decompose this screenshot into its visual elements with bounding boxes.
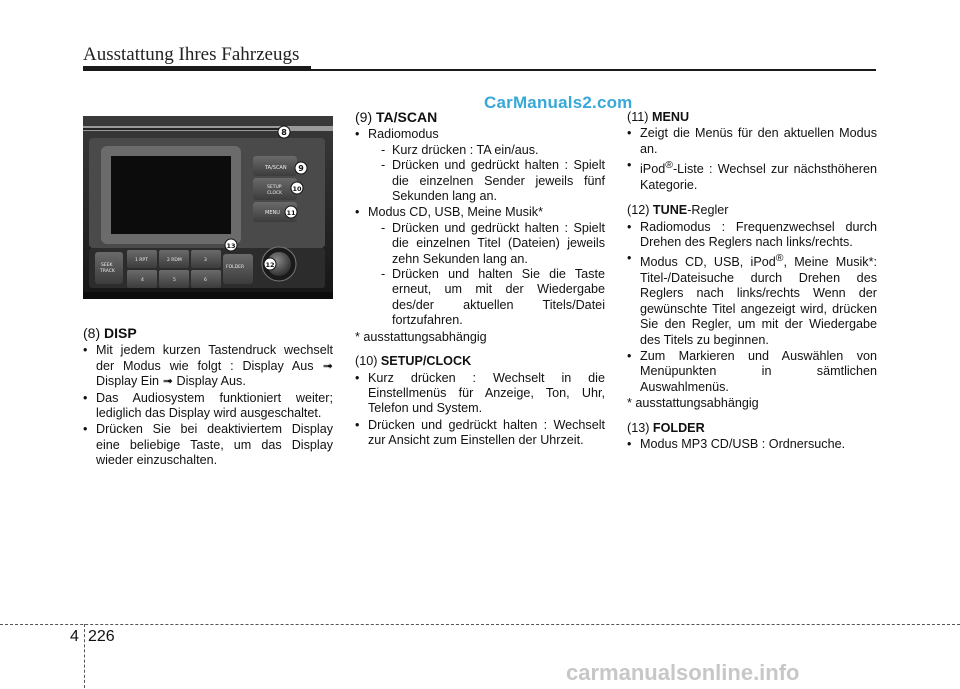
svg-text:1 RPT: 1 RPT <box>135 258 148 263</box>
svg-text:MENU: MENU <box>265 210 280 216</box>
section-folder-list <box>627 437 877 452</box>
callout-8 <box>278 126 290 138</box>
footnote: * ausstattungsabhängig <box>627 396 759 411</box>
ta-scan-button[interactable] <box>253 156 297 176</box>
section-menu-list <box>627 126 877 193</box>
callout-9 <box>295 162 307 174</box>
svg-text:11: 11 <box>286 209 296 217</box>
svg-text:8: 8 <box>281 128 287 137</box>
svg-text:13: 13 <box>226 242 236 250</box>
sub-item: - Drücken und gedrückt halten : Spielt die einzelnen Sender jeweils fünf Sekunden lang an. <box>381 158 605 204</box>
callout-11 <box>285 206 297 218</box>
callout-10 <box>291 182 303 194</box>
chapter-header-title: Ausstattung Ihres Fahrzeugs <box>83 44 300 65</box>
svg-text:CLOCK: CLOCK <box>267 191 283 196</box>
svg-text:9: 9 <box>298 164 304 173</box>
svg-text:TA/SCAN: TA/SCAN <box>265 165 287 171</box>
footer-divider <box>84 624 85 688</box>
sub-item: - Kurz drücken : TA ein/aus. <box>381 143 605 158</box>
sub-item: - Drücken und gedrückt halten : Spielt die einzelnen Titel (Dateien) jeweils zehn Sekunden lang an. <box>381 221 605 267</box>
column-middle <box>355 110 605 450</box>
list-item: • Modus CD, USB, iPod®, Meine Musik*: Titel-/Dateisuche durch Drehen des Reglers nach links/rechts Wenn der gewünschte Titel angezeigt wird, drücken Sie den Regler, um mit der Wiedergabe des Titels zu beginnen. <box>627 251 877 348</box>
folder-button[interactable] <box>223 254 253 284</box>
list-item: • Radiomodus - Kurz drücken : TA ein/aus. - Drücken und gedrückt halten : Spielt die einzelnen Sender jeweils fünf Sekunden lang an. <box>355 127 605 204</box>
header-rule <box>83 66 311 71</box>
svg-text:5: 5 <box>173 278 176 283</box>
list-item: • Mit jedem kurzen Tastendruck wechselt der Modus wie folgt : Display Aus ➟ Display Ein ➟ Display Aus. <box>83 343 333 389</box>
section-menu-heading: (11) MENU <box>627 110 690 124</box>
svg-text:2 RDM: 2 RDM <box>167 258 182 263</box>
sub-item: - Drücken und halten Sie die Taste erneut, um mit der Wiedergabe des/der aktuellen Titels/Datei fortzufahren. <box>381 267 605 329</box>
column-left <box>83 326 333 470</box>
seek-track-button[interactable] <box>95 252 123 284</box>
list-item: • Zeigt die Menüs für den aktuellen Modus an. <box>627 126 877 157</box>
svg-text:TRACK: TRACK <box>100 269 115 274</box>
setup-clock-button[interactable] <box>253 178 297 200</box>
list-item: • Das Audiosystem funktioniert weiter; lediglich das Display wird ausgeschaltet. <box>83 391 333 422</box>
column-right <box>627 110 877 454</box>
section-ta-scan-list <box>355 127 605 328</box>
list-item: • Radiomodus : Frequenzwechsel durch Drehen des Reglers nach links/rechts. <box>627 220 877 251</box>
radio-panel-photo <box>83 116 333 299</box>
svg-text:10: 10 <box>292 185 302 193</box>
svg-text:FOLDER: FOLDER <box>226 265 245 270</box>
svg-text:SETUP: SETUP <box>267 185 282 190</box>
section-ta-scan-heading: (9) TA/SCAN <box>355 109 438 125</box>
footnote: * ausstattungsabhängig <box>355 329 487 344</box>
footer-rule <box>0 624 960 625</box>
section-tune-list <box>627 220 877 396</box>
section-disp-heading: (8) DISP <box>83 325 137 341</box>
section-tune-heading: (12) TUNE-Regler <box>627 203 729 218</box>
list-item: • Zum Markieren und Auswählen von Menüpunkten in sämtlichen Auswahlmenüs. <box>627 349 877 395</box>
watermark-top[interactable]: CarManuals2.com <box>484 93 633 112</box>
list-item: • Modus CD, USB, Meine Musik* - Drücken und gedrückt halten : Spielt die einzelnen Titel (Dateien) jeweils zehn Sekunden lang an. - Drücken und halten Sie die Taste erneut, um mit der Wiedergabe des/der aktuellen Titels/Datei fortzufahren. <box>355 205 605 328</box>
section-folder-heading: (13) FOLDER <box>627 420 705 435</box>
section-setup-clock-heading: (10) SETUP/CLOCK <box>355 354 472 369</box>
list-item: • iPod®-Liste : Wechsel zur nächsthöheren Kategorie. <box>627 158 877 193</box>
section-setup-clock-list <box>355 371 605 449</box>
section-disp-list <box>83 343 333 468</box>
list-item: • Drücken Sie bei deaktiviertem Display eine beliebige Taste, um das Display wieder einzuschalten. <box>83 422 333 468</box>
page-chapter-number: 4 <box>70 628 79 645</box>
svg-text:SEEK: SEEK <box>101 263 113 268</box>
callout-12 <box>264 258 276 270</box>
list-item: • Drücken und gedrückt halten : Wechselt zur Ansicht zum Einstellen der Uhrzeit. <box>355 418 605 449</box>
svg-text:6: 6 <box>204 278 207 283</box>
svg-text:12: 12 <box>265 261 275 269</box>
watermark-bottom[interactable]: carmanualsonline.info <box>566 660 800 685</box>
callout-13 <box>225 239 237 251</box>
display-screen <box>111 156 231 234</box>
svg-text:3: 3 <box>204 258 207 263</box>
page-number: 226 <box>88 628 115 645</box>
svg-text:4: 4 <box>141 278 144 283</box>
header-rule-thin <box>311 69 876 71</box>
list-item: • Kurz drücken : Wechselt in die Einstellmenüs für Anzeige, Ton, Uhr, Telefon und System. <box>355 371 605 417</box>
list-item: • Modus MP3 CD/USB : Ordnersuche. <box>627 437 877 452</box>
